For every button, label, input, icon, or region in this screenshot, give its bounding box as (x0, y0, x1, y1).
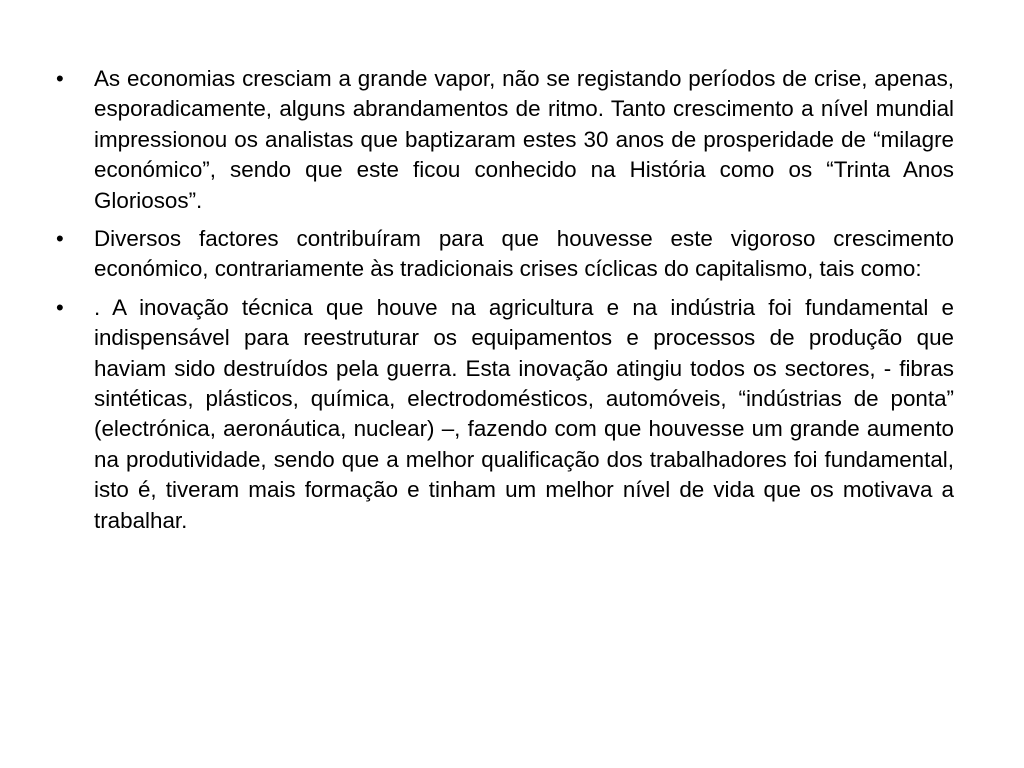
bullet-item-2 (56, 224, 954, 285)
bullet-text: . A inovação técnica que houve na agricultura e na indústria foi fundamental e indispensável para reestruturar os equipamentos e processos de produção que haviam sido destruídos pela guerra. Esta inovação atingiu todos os sectores, - fibras sintéticas, plásticos, química, electrodomésticos, automóveis, “indústrias de ponta” (electrónica, aeronáutica, nuclear) –, fazendo com que houvesse um grande aumento na produtividade, sendo que a melhor qualificação dos trabalhadores foi fundamental, isto é, tiveram mais formação e tinham um melhor nível de vida que os motivava a trabalhar. (94, 294, 954, 533)
bullet-text: Diversos factores contribuíram para que houvesse este vigoroso crescimento económico, contrariamente às tradicionais crises cíclicas do capitalismo, tais como: (94, 226, 954, 282)
bullet-marker-icon: • (56, 66, 64, 91)
bullet-item-3 (56, 293, 954, 536)
bullet-item-1 (56, 64, 954, 216)
bullet-text: As economias cresciam a grande vapor, não se registando períodos de crise, apenas, esporadicamente, alguns abrandamentos de ritmo. Tanto crescimento a nível mundial impressionou os analistas que baptizaram estes 30 anos de prosperidade de “milagre económico”, sendo que este ficou conhecido na História como os “Trinta Anos Gloriosos”. (94, 66, 954, 213)
bullet-marker-icon: • (56, 226, 64, 252)
bullet-list (56, 64, 954, 544)
bullet-marker-icon: • (56, 294, 64, 320)
